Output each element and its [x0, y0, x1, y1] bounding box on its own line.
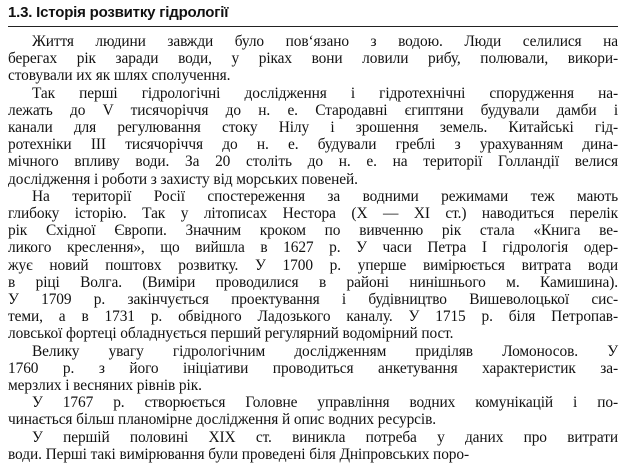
paragraph — [8, 188, 618, 343]
text-line: чинається більш планомірне дослідження й опис водних ресурсів. — [8, 411, 436, 429]
text-line: теми, а в 1731 р. обвідного Ладозького каналу. У 1715 р. біля Петропав- — [8, 308, 618, 326]
text-line: 1760 р. з його ініціативи проводиться анкетування характеристик за- — [8, 359, 618, 377]
text-line: води. Перші такі вимірювання були проведені біля Дніпровських поро- — [8, 445, 470, 463]
text-line: лежать до V тисячоріччя до н. е. Стародавні єгиптяни будували дамби і — [8, 101, 618, 119]
text-line: ликого креслення», що вийшла в 1627 р. У часи Петра I гідрологія одер- — [8, 239, 618, 257]
paragraph — [8, 33, 618, 85]
text-line: У 1709 р. закінчується проектування і будівництво Вишеволоцької сис- — [8, 291, 618, 309]
text-line: У першій половині XIX ст. виникла потреба у даних про витрати — [32, 428, 618, 446]
paragraph — [8, 429, 618, 463]
text-line: Так перші гідрологічні дослідження і гідротехнічні спорудження на- — [32, 84, 618, 102]
text-line: У 1767 р. створюється Головне управління водних комунікацій і по- — [32, 394, 618, 412]
body-text — [8, 33, 618, 463]
paragraph — [8, 85, 618, 188]
text-line: глибоку історію. Так у літописах Нестора (X — XI ст.) наводиться перелік — [8, 205, 618, 223]
text-line: в ріці Волга. (Виміри проводилися в районі нинішнього м. Камишина). — [8, 273, 618, 291]
text-line: Велику увагу гідрологічним дослідженням приділяв Ломоносов. У — [32, 342, 618, 360]
text-line: дослідження і роботи з захисту від морських повеней. — [8, 170, 358, 188]
text-line: стовували их як шлях сполучення. — [8, 67, 231, 85]
heading-rule — [8, 26, 618, 27]
text-line: Життя людини завжди було пов‘язано з водою. Люди селилися на — [32, 33, 618, 50]
text-line: ловської фортеці обладнується перший регулярний водомірний пост. — [8, 325, 454, 343]
text-line: мерзлих і весняних рівнів рік. — [8, 377, 202, 395]
text-line: канали для регулювання стоку Нілу і зрошення земель. Китайські гід- — [8, 119, 618, 137]
paragraph — [8, 343, 618, 395]
text-line: берегах рік заради води, у ріках вони ловили рибу, полювали, викори- — [8, 50, 618, 68]
text-line: ротехніки III тисячоріччя до н. е. будували греблі з урахуванням дина- — [8, 136, 618, 154]
text-line: жує новий поштовх розвитку. У 1700 р. уперше вимірюється витрата води — [8, 256, 618, 274]
section-heading: 1.3. Історія розвитку гідрології — [8, 4, 229, 21]
text-line: рік Східної Європи. Значним кроком по вивченню рік стала «Книга ве- — [8, 222, 618, 240]
document-page — [8, 4, 618, 463]
text-line: На території Росії спостереження за водними режимами теж мають — [32, 187, 618, 205]
text-line: мічного впливу води. За 20 століть до н. е. на території Голландії велися — [8, 153, 618, 171]
paragraph — [8, 394, 618, 428]
